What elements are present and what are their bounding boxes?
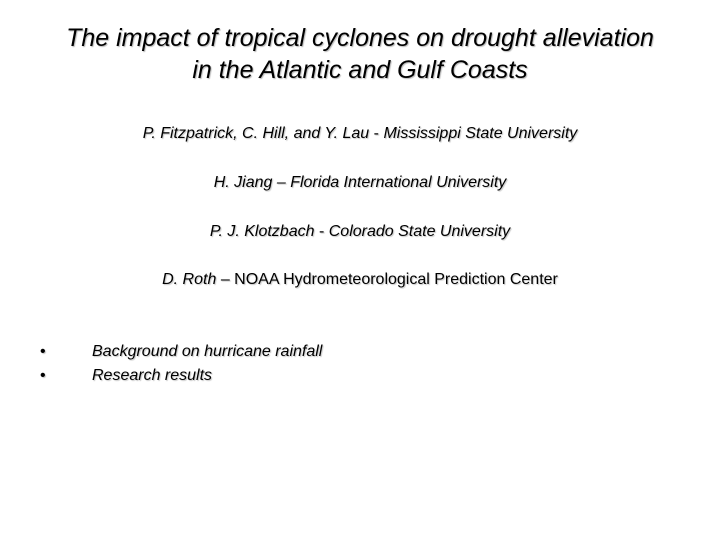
list-item [40,364,322,388]
author-names: P. J. Klotzbach [209,223,315,240]
author-separator: - [318,223,325,240]
title-line-1: The impact of tropical cyclones on drought alleviation [66,24,654,52]
author-separator: – [276,174,286,191]
author-line-3 [0,222,720,242]
author-affiliation: Mississippi State University [383,125,578,142]
author-affiliation: NOAA Hydrometeorological Prediction Center [234,271,558,288]
bullet-text: Research results [92,367,213,384]
author-affiliation: Florida International University [290,174,507,191]
bullet-text: Background on hurricane rainfall [92,343,323,360]
slide-title [0,22,720,86]
bullet-icon: • [40,367,46,384]
bullet-list [40,340,322,388]
author-names: D. Roth [162,271,217,288]
author-line-2 [0,173,720,193]
author-line-1 [0,124,720,144]
title-line-2: in the Atlantic and Gulf Coasts [192,56,528,84]
author-line-4 [0,270,720,290]
author-separator: - [373,125,379,142]
author-affiliation: Colorado State University [328,223,511,240]
list-item [40,340,322,364]
author-names: P. Fitzpatrick, C. Hill, and Y. Lau [142,125,370,142]
bullet-icon: • [40,343,46,360]
author-names: H. Jiang [213,174,273,191]
author-separator: – [220,271,230,288]
